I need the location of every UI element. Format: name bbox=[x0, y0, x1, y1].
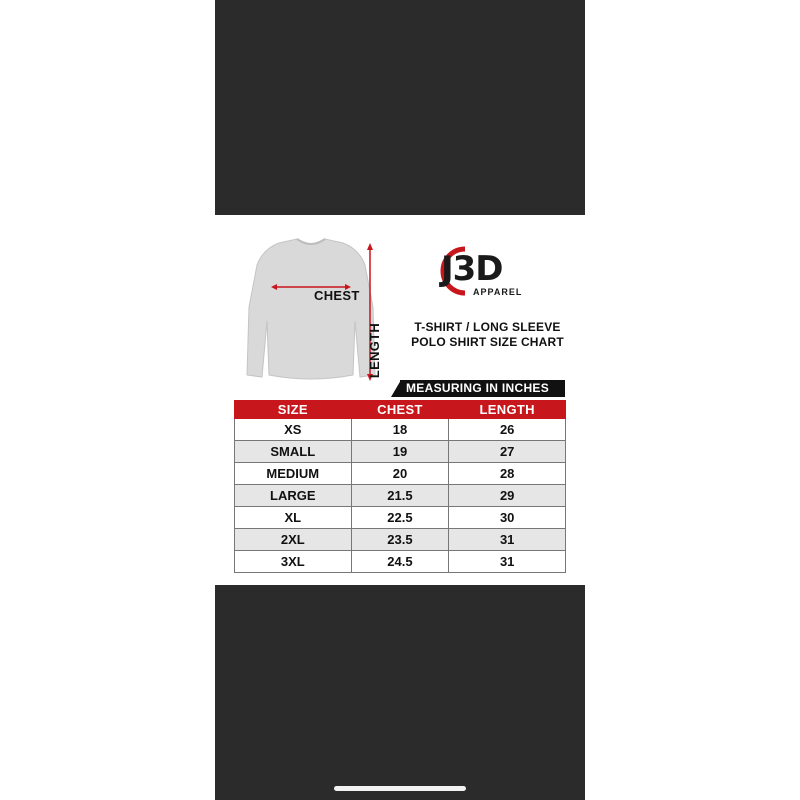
cell-length: 29 bbox=[449, 485, 566, 507]
cell-length: 30 bbox=[449, 507, 566, 529]
cell-chest: 24.5 bbox=[351, 551, 449, 573]
table-row bbox=[235, 463, 566, 485]
cell-length: 28 bbox=[449, 463, 566, 485]
table-row bbox=[235, 551, 566, 573]
length-label: LENGTH bbox=[367, 322, 383, 379]
header-length: LENGTH bbox=[449, 401, 566, 419]
size-chart-panel bbox=[215, 215, 585, 585]
chart-title-line1: T-SHIRT / LONG SLEEVE bbox=[414, 320, 561, 334]
bottom-dark-background bbox=[215, 585, 585, 800]
length-arrow-up-icon bbox=[367, 243, 373, 250]
cell-size: 2XL bbox=[235, 529, 352, 551]
table-row bbox=[235, 529, 566, 551]
cell-size: XL bbox=[235, 507, 352, 529]
brand-logo bbox=[425, 241, 545, 301]
brand-subtitle: APPAREL bbox=[473, 287, 523, 297]
top-dark-background bbox=[215, 0, 585, 215]
measure-banner-text: MEASURING IN INCHES bbox=[406, 381, 550, 395]
chart-title bbox=[400, 320, 575, 350]
table-row bbox=[235, 485, 566, 507]
header-size: SIZE bbox=[235, 401, 352, 419]
cell-size: LARGE bbox=[235, 485, 352, 507]
cell-length: 27 bbox=[449, 441, 566, 463]
header-chest: CHEST bbox=[351, 401, 449, 419]
cell-size: 3XL bbox=[235, 551, 352, 573]
table-row bbox=[235, 507, 566, 529]
cell-size: SMALL bbox=[235, 441, 352, 463]
chart-title-line2: POLO SHIRT SIZE CHART bbox=[411, 335, 564, 349]
long-sleeve-shirt-icon bbox=[239, 235, 384, 390]
cell-length: 31 bbox=[449, 529, 566, 551]
home-indicator[interactable] bbox=[334, 786, 466, 791]
table-row bbox=[235, 441, 566, 463]
cell-chest: 18 bbox=[351, 419, 449, 441]
table-row bbox=[235, 419, 566, 441]
cell-chest: 21.5 bbox=[351, 485, 449, 507]
cell-chest: 23.5 bbox=[351, 529, 449, 551]
size-table bbox=[234, 400, 566, 573]
cell-size: XS bbox=[235, 419, 352, 441]
brand-name: J3D bbox=[441, 249, 503, 289]
cell-length: 31 bbox=[449, 551, 566, 573]
chest-label: CHEST bbox=[314, 288, 360, 303]
cell-length: 26 bbox=[449, 419, 566, 441]
cell-chest: 19 bbox=[351, 441, 449, 463]
cell-size: MEDIUM bbox=[235, 463, 352, 485]
cell-chest: 22.5 bbox=[351, 507, 449, 529]
cell-chest: 20 bbox=[351, 463, 449, 485]
table-header-row bbox=[235, 401, 566, 419]
shirt-diagram bbox=[239, 235, 384, 390]
